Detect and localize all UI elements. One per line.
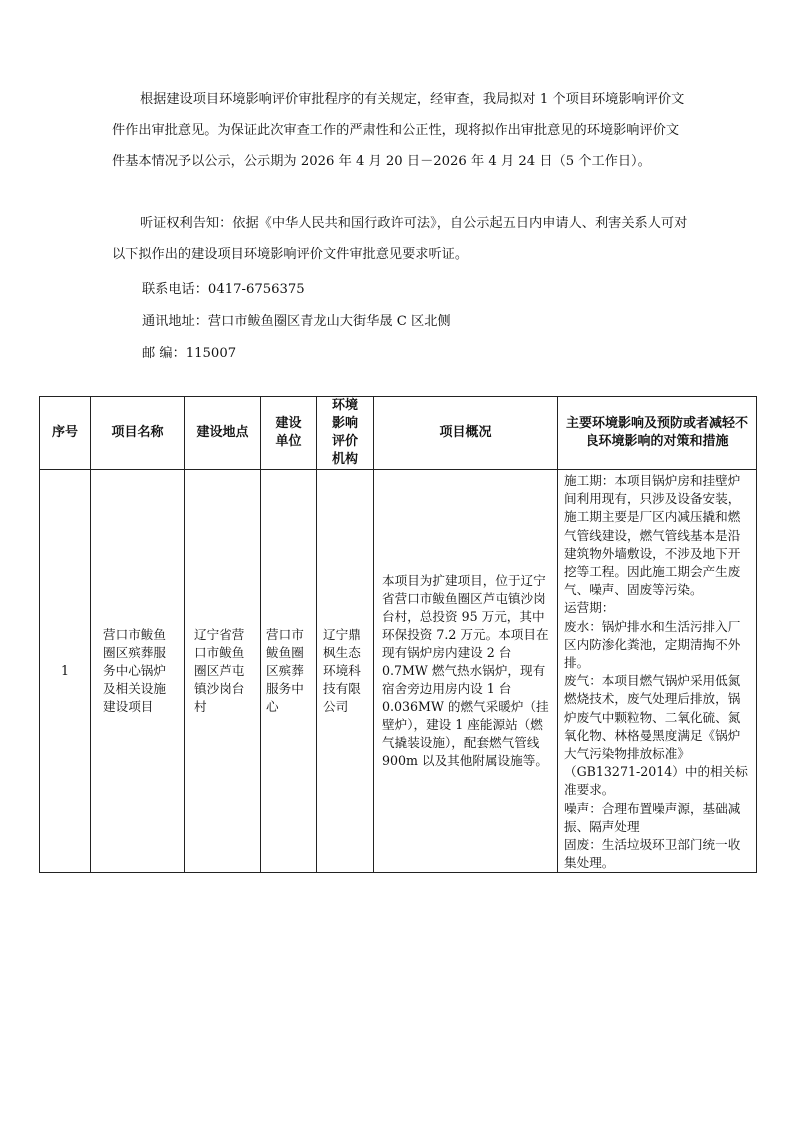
contact-phone: 联系电话：0417-6756375 bbox=[142, 282, 305, 297]
header-impact: 主要环境影响及预防或者减轻不良环境影响的对策和措施 bbox=[558, 397, 757, 470]
project-table bbox=[39, 396, 757, 873]
header-project-name: 项目名称 bbox=[91, 397, 185, 470]
cell-project-name bbox=[91, 470, 185, 873]
overview-text: 本项目为扩建项目，位于辽宁省营口市鲅鱼圈区芦屯镇沙岗台村，总投资 95 万元，其中环保投资 7.2 万元。本项目在现有锅炉房内建设 2 台 0.7MW 燃气热水锅炉，现有宿舍旁边用房内设 1 台 0.036MW 的燃气采暖炉（挂壁炉），建设 1 座能源站（燃气撬装设施），配套燃气管线 900m 以及其他附属设施等。 bbox=[382, 573, 549, 769]
intro-paragraph-1: 根据建设项目环境影响评价审批程序的有关规定，经审查，我局拟对 1 个项目环境影响评价文件作出审批意见。为保证此次审查工作的严肃性和公正性，现将拟作出审批意见的环境影响评价文件基本情况予以公示，公示期为 2026 年 4 月 20 日－2026 年 4 月 24 日（5 个工作日）。 bbox=[112, 92, 685, 169]
cell-location bbox=[185, 470, 261, 873]
location-text: 辽宁省营口市鲅鱼圈区芦屯镇沙岗台村 bbox=[194, 627, 245, 715]
table-header-row bbox=[40, 397, 757, 470]
project-name-text: 营口市鲅鱼圈区殡葬服务中心锅炉及相关设施建设项目 bbox=[103, 627, 166, 715]
header-unit: 建设单位 bbox=[261, 397, 317, 470]
impact-wastewater: 废水：锅炉排水和生活污排入厂区内防渗化粪池，定期清掏不外排。 bbox=[564, 618, 741, 671]
cell-unit bbox=[261, 470, 317, 873]
contact-address: 通讯地址：营口市鲅鱼圈区青龙山大街华晟 C 区北侧 bbox=[142, 314, 451, 329]
agency-text: 辽宁鼎枫生态环境科技有限公司 bbox=[323, 627, 361, 715]
impact-construction: 施工期：本项目锅炉房和挂壁炉间利用现有，只涉及设备安装，施工期主要是厂区内减压撬和燃气管线建设，燃气管线基本是沿建筑物外墙敷设，不涉及地下开挖等工程。因此施工期会产生废气、噪声、固废等污染。 bbox=[564, 473, 741, 598]
contact-postcode: 邮 编：115007 bbox=[142, 346, 237, 361]
hearing-rights-paragraph: 听证权利告知：依据《中华人民共和国行政许可法》，自公示起五日内申请人、利害关系人可对以下拟作出的建设项目环境影响评价文件审批意见要求听证。 bbox=[112, 216, 688, 262]
header-seq: 序号 bbox=[40, 397, 91, 470]
impact-exhaust: 废气：本项目燃气锅炉采用低氮燃烧技术，废气处理后排放，锅炉废气中颗粒物、二氧化硫、氮氧化物、林格曼黑度满足《锅炉大气污染物排放标准》（GB13271-2014）中的相关标准要求。 bbox=[564, 673, 748, 798]
table-row bbox=[40, 470, 757, 873]
cell-agency bbox=[317, 470, 374, 873]
cell-seq: 1 bbox=[40, 470, 91, 873]
unit-text: 营口市鲅鱼圈区殡葬服务中心 bbox=[266, 627, 304, 715]
header-agency: 环境影响评价机构 bbox=[317, 397, 374, 470]
impact-solid-waste: 固废：生活垃圾环卫部门统一收集处理。 bbox=[564, 837, 741, 871]
impact-noise: 噪声：合理布置噪声源，基础减振、隔声处理 bbox=[564, 800, 741, 834]
header-overview: 项目概况 bbox=[374, 397, 558, 470]
cell-impact bbox=[558, 470, 757, 873]
impact-operation-heading: 运营期： bbox=[564, 600, 615, 616]
cell-overview bbox=[374, 470, 558, 873]
header-location: 建设地点 bbox=[185, 397, 261, 470]
